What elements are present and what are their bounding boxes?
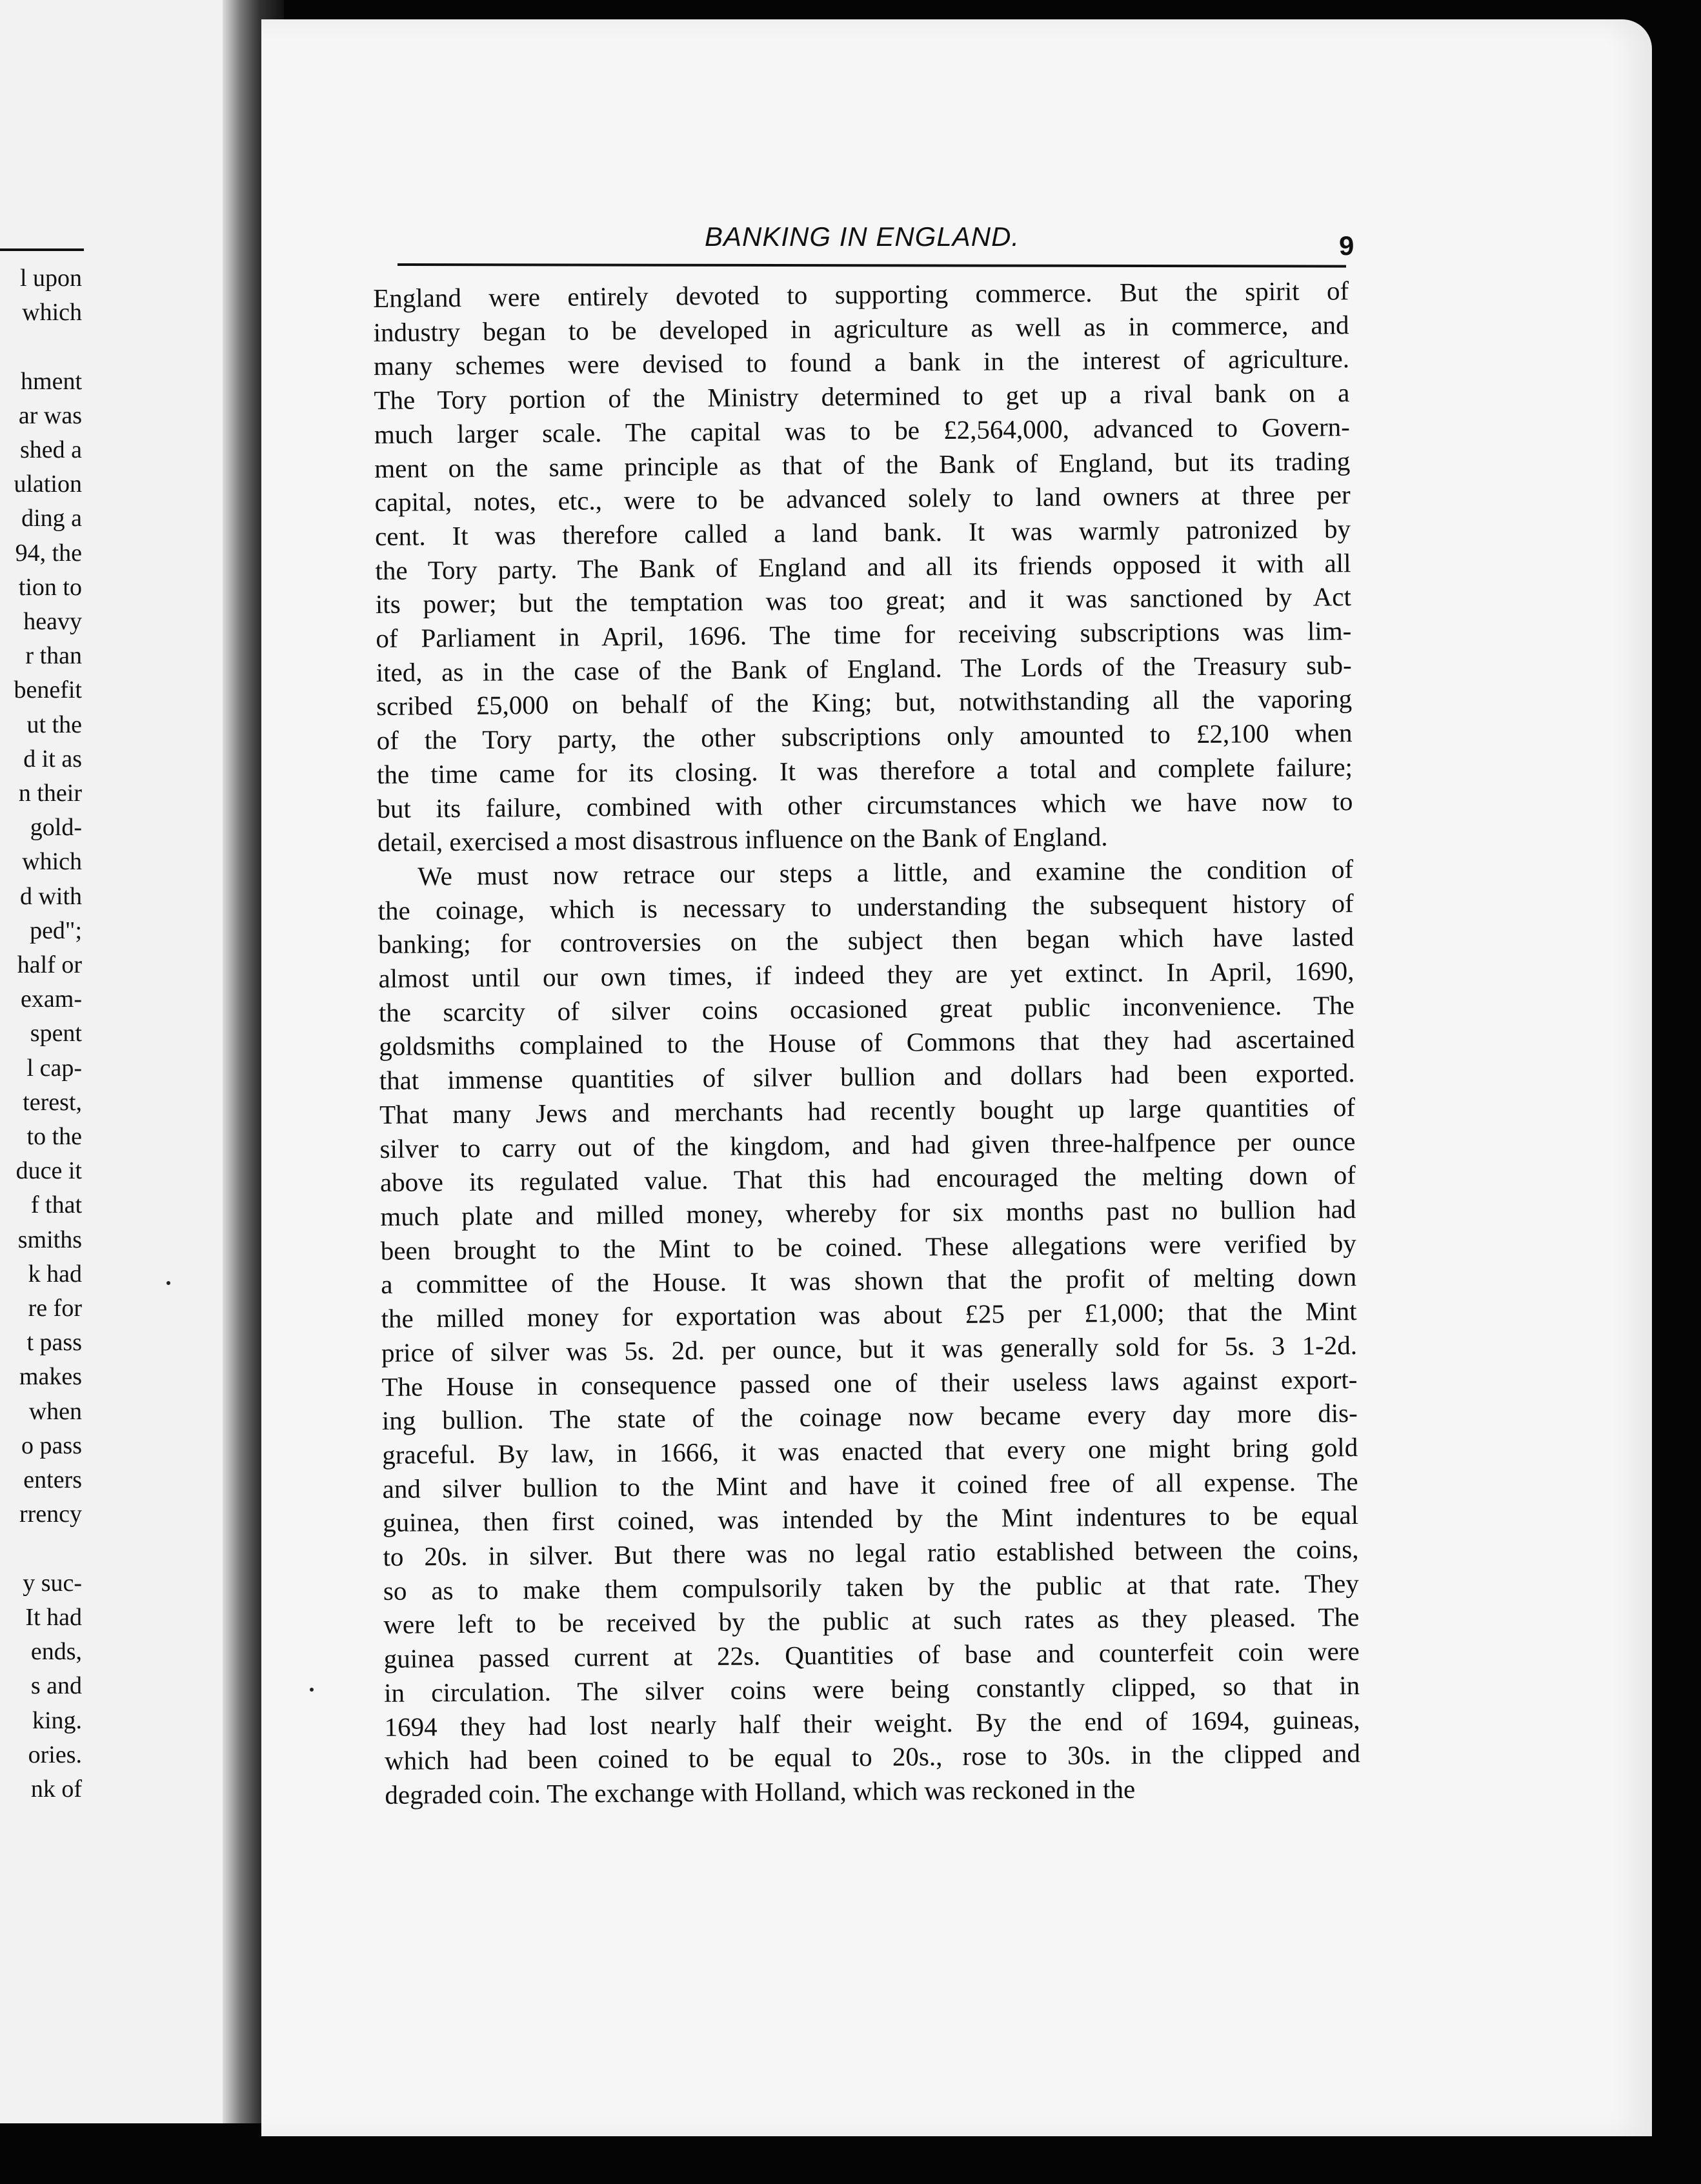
left-page-line — [0, 330, 82, 364]
text-line: graceful. By law, in 1666, it was enacted that every one might bring gold — [382, 1431, 1358, 1470]
left-page-line: It had — [25, 1603, 82, 1631]
left-page-line: nk of — [30, 1775, 82, 1803]
text-line: much larger scale. The capital was to be £2,564,000, advanced to Govern- — [374, 411, 1350, 449]
text-line: goldsmiths complained to the House of Commons that they had ascertained — [379, 1024, 1355, 1062]
paragraph-2 — [377, 852, 1361, 1812]
left-page-line: d it as — [23, 745, 82, 773]
text-line: been brought to the Mint to be coined. These allegations were verified by — [380, 1228, 1356, 1266]
left-page-line: ped"; — [30, 916, 82, 944]
left-page-line: which — [22, 848, 82, 876]
text-line: the time came for its closing. It was therefore a total and complete failure; — [376, 751, 1353, 789]
left-page-line — [0, 1532, 82, 1566]
left-page-line: which — [22, 299, 82, 327]
left-page-line: enters — [23, 1466, 82, 1494]
text-line: banking; for controversies on the subject then began which have lasted — [377, 922, 1354, 960]
text-line: England were entirely devoted to supporting commerce. But the spirit of — [373, 276, 1349, 313]
text-line: the milled money for exportation was about £25 per £1,000; that the Mint — [381, 1296, 1357, 1334]
left-page-line: y suc- — [23, 1569, 82, 1597]
text-line: much plate and milled money, whereby for six months past no bullion had — [380, 1194, 1356, 1231]
text-line: the scarcity of silver coins occasioned great public inconvenience. The — [378, 989, 1355, 1027]
text-line: to 20s. in silver. But there was no legal ratio established between the coins, — [383, 1534, 1359, 1572]
text-line: 1694 they had lost nearly half their weight. By the end of 1694, guineas, — [384, 1704, 1360, 1742]
text-line: which had been coined to be equal to 20s., rose to 30s. in the clipped and — [384, 1738, 1361, 1776]
left-page-line: f that — [30, 1191, 82, 1219]
left-page-line: terest, — [23, 1088, 82, 1116]
text-line: the coinage, which is necessary to understanding the subsequent history of — [377, 887, 1354, 925]
left-page-text-column — [0, 261, 82, 1806]
left-page-line: shed a — [19, 436, 82, 463]
text-line: industry began to be developed in agriculture as well as in commerce, and — [373, 309, 1349, 347]
text-line: That many Jews and merchants had recently bought up large quantities of — [379, 1091, 1356, 1129]
left-page-line: benefit — [14, 676, 82, 704]
left-page-line: d with — [19, 882, 82, 910]
left-page-line: half or — [17, 951, 82, 979]
left-page-line: 94, the — [15, 539, 82, 567]
text-line: a committee of the House. It was shown that the profit of melting down — [381, 1262, 1357, 1300]
text-line: silver to carry out of the kingdom, and had given three-halfpence per ounce — [379, 1126, 1356, 1164]
text-line: We must now retrace our steps a little, and examine the condition of — [418, 854, 1354, 891]
text-line: of Parliament in April, 1696. The time for receiving subscriptions was lim- — [376, 616, 1352, 654]
text-line: that immense quantities of silver bullion and dollars had been exported. — [379, 1058, 1355, 1096]
left-facing-page — [0, 0, 223, 2123]
specks — [166, 1281, 170, 1285]
text-line: ited, as in the case of the Bank of England. The Lords of the Treasury sub- — [376, 649, 1352, 687]
text-line: its power; but the temptation was too great; and it was sanctioned by Act — [375, 581, 1352, 620]
left-page-line: l upon — [19, 265, 82, 292]
left-page-line: hment — [21, 367, 82, 395]
left-page-line: k had — [28, 1260, 82, 1288]
left-page-line: ut the — [26, 711, 82, 738]
text-line: price of silver was 5s. 2d. per ounce, but it was generally sold for 5s. 3 1-2d. — [381, 1330, 1358, 1368]
left-page-line: tion to — [18, 573, 82, 601]
left-page-line: o pass — [21, 1431, 82, 1459]
left-page-line: spent — [30, 1020, 82, 1047]
running-head: BANKING IN ENGLAND. — [705, 221, 1020, 252]
page-number: 9 — [1339, 230, 1354, 261]
text-line: detail, exercised a most disastrous influence on the Bank of England. — [377, 822, 1108, 858]
left-page-line: duce it — [15, 1157, 82, 1185]
text-line: many schemes were devised to found a bank in the interest of agriculture. — [373, 343, 1350, 381]
text-line: The Tory portion of the Ministry determined to get up a rival bank on a — [374, 378, 1350, 416]
text-line: of the Tory party, the other subscriptions only amounted to £2,100 when — [376, 718, 1353, 756]
text-line: above its regulated value. That this had encouraged the melting down of — [379, 1160, 1356, 1198]
left-page-line: re for — [28, 1295, 82, 1322]
left-page-line: ories. — [28, 1741, 82, 1768]
left-page-line: l cap- — [26, 1054, 82, 1082]
text-line: The House in consequence passed one of their useless laws against export- — [381, 1364, 1358, 1402]
left-page-line: to the — [26, 1123, 82, 1151]
left-page-line: ends, — [30, 1638, 82, 1666]
left-page-line: n their — [18, 780, 82, 807]
left-page-line: ulation — [14, 470, 82, 498]
paragraph-1 — [373, 274, 1353, 860]
text-line: capital, notes, etc., were to be advanced solely to land owners at three per — [374, 480, 1351, 518]
text-line: in circulation. The silver coins were being constantly clipped, so that in — [383, 1670, 1360, 1708]
text-line: and silver bullion to the Mint and have it coined free of all expense. The — [382, 1466, 1358, 1504]
text-line: guinea, then first coined, was intended by the Mint indentures to be equal — [382, 1500, 1359, 1538]
left-page-line: ar was — [18, 401, 82, 429]
text-line: scribed £5,000 on behalf of the King; but, notwithstanding all the vaporing — [376, 683, 1353, 722]
left-page-line: t pass — [26, 1329, 82, 1357]
left-page-rule — [0, 248, 84, 251]
text-line: ing bullion. The state of the coinage now became every day more dis- — [381, 1398, 1358, 1436]
left-page-line: exam- — [21, 986, 82, 1013]
left-page-line: gold- — [30, 814, 82, 842]
text-line: ment on the same principle as that of the Bank of England, but its trading — [374, 445, 1351, 483]
text-line: degraded coin. The exchange with Holland, which was reckoned in the — [385, 1774, 1136, 1810]
text-line: so as to make them compulsorily taken by the public at that rate. They — [383, 1568, 1360, 1606]
text-line: almost until our own times, if indeed they are yet extinct. In April, 1690, — [378, 956, 1354, 994]
body-text — [373, 274, 1361, 1812]
left-page-line: heavy — [23, 608, 82, 636]
text-line: were left to be received by the public at such rates as they pleased. The — [383, 1602, 1360, 1640]
left-page-line: rrency — [19, 1501, 82, 1528]
text-line: the Tory party. The Bank of England and all its friends opposed it with all — [375, 547, 1351, 585]
left-page-line: smiths — [17, 1226, 82, 1253]
left-page-line: ding a — [21, 505, 82, 532]
left-page-line: king. — [32, 1706, 82, 1734]
specks — [310, 1688, 314, 1692]
text-line: cent. It was therefore called a land bank. It was warmly patronized by — [374, 514, 1351, 551]
left-page-line: r than — [25, 642, 82, 670]
left-page-line: makes — [19, 1363, 82, 1391]
left-page-line: when — [28, 1397, 82, 1425]
text-line: but its failure, combined with other circumstances which we have now to — [377, 785, 1353, 824]
text-line: guinea passed current at 22s. Quantities of base and counterfeit coin were — [383, 1636, 1360, 1674]
left-page-line: s and — [30, 1672, 82, 1700]
